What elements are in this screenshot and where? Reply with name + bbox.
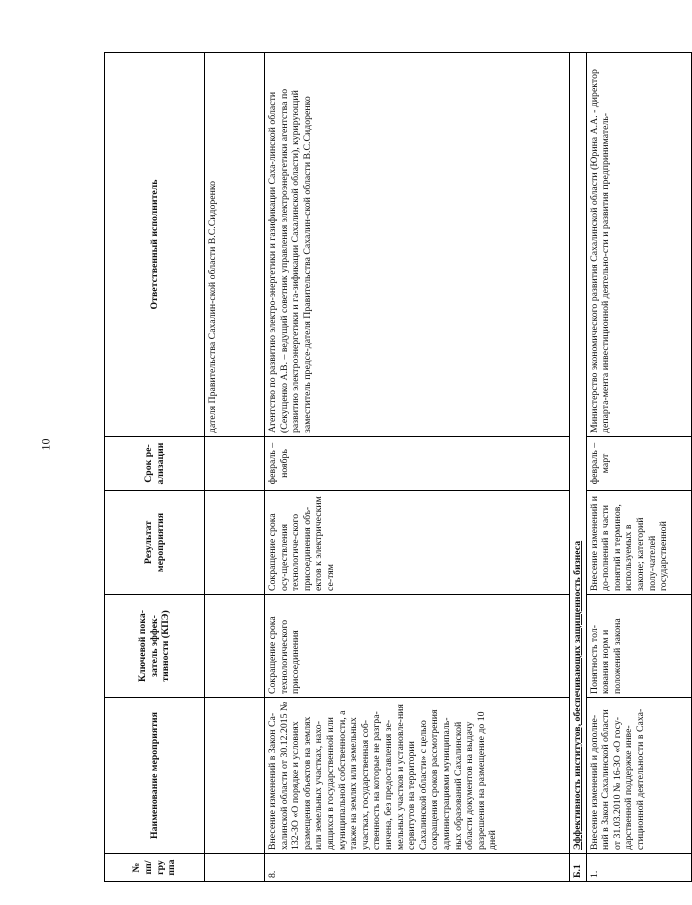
table-row [205, 53, 265, 882]
header-name: Наименование мероприятия [105, 698, 205, 854]
table-row [586, 53, 691, 882]
row1-term: февраль – март [586, 437, 691, 491]
row1-result: Внесение изменений и до-полнений в части понятий и терминов, используемых в законе; категорий полу-чателей государственной [586, 491, 691, 595]
table-cell [205, 698, 265, 854]
row1-name: Внесение изменений и дополне-ний в Закон Сахалинской области от 31.03.2010 № 16-ЗО «О госу-дарственной поддержке инве-стиционной деятельности в Саха- [586, 698, 691, 854]
cell-continuation-responsible: дателя Правительства Сахалин-ской области В.С.Сидоренко [205, 53, 265, 437]
table-row [265, 53, 570, 882]
header-num: № пп/ гру ппа [105, 854, 205, 882]
page-number: 10 [38, 438, 53, 451]
section-code: Б.1 [570, 854, 587, 882]
table-cell [205, 437, 265, 491]
header-result: Результат мероприятия [105, 491, 205, 595]
action-plan-table [104, 52, 692, 882]
header-kpi: Ключевой пока-затель эффек-тивности (КПЭ) [105, 595, 205, 698]
table-header-row [105, 53, 205, 882]
row1-num: 1. [586, 854, 691, 882]
table-cell [205, 854, 265, 882]
table-cell [205, 491, 265, 595]
section-title: Эффективность институтов, обеспечивающих защищенность бизнеса [570, 53, 587, 854]
row8-name: Внесение изменений в Закон Са-халинской области от 30.12.2015 № 132-ЗО «О порядке и условиях размещения объектов на землях или земельных участках, нахо-дящихся в государственной или муниципальной собственности, а также на землях или земельных участках, государственная соб-ственность на которые не разгра-ничена, без предоставления зе-мельных участков и установле-ния сервитутов на территории Сахалинской области» с целью сокращения сроков рассмотрения администрациями муниципаль-ных образований Сахалинской области документов на выдачу разрешения на размещение до 10 дней [265, 698, 570, 854]
table-cell [205, 595, 265, 698]
row8-result: Сокращение срока осу-ществления технологиче-ского присоединения объ-ектов к электрическим се-тям [265, 491, 570, 595]
rotated-page-content [104, 52, 670, 882]
row8-num: 8. [265, 854, 570, 882]
row8-responsible: Агентство по развитию электро-энергетики и газификации Саха-линской области (Секущенко А.В. – ведущий советник управления электроэнергетики агентства по развитию электроэнергетики и га-зификации Сахалинской области), курирующий заместитель предсе-дателя Правительства Сахалин-ской области В.С.Сидоренко [265, 53, 570, 437]
row8-term: февраль – ноябрь [265, 437, 570, 491]
row8-kpi: Сокращение срока технологического присоединения [265, 595, 570, 698]
row1-kpi: Понятность тол-кования норм и положений закона [586, 595, 691, 698]
section-row [570, 53, 587, 882]
header-responsible: Ответственный исполнитель [105, 53, 205, 437]
row1-responsible: Министерство экономического развития Сахалинской области (Юрина А.А. - директор департа-мента инвестиционной деятельно-сти и развития предприниматель- [586, 53, 691, 437]
header-term: Срок ре-ализации [105, 437, 205, 491]
